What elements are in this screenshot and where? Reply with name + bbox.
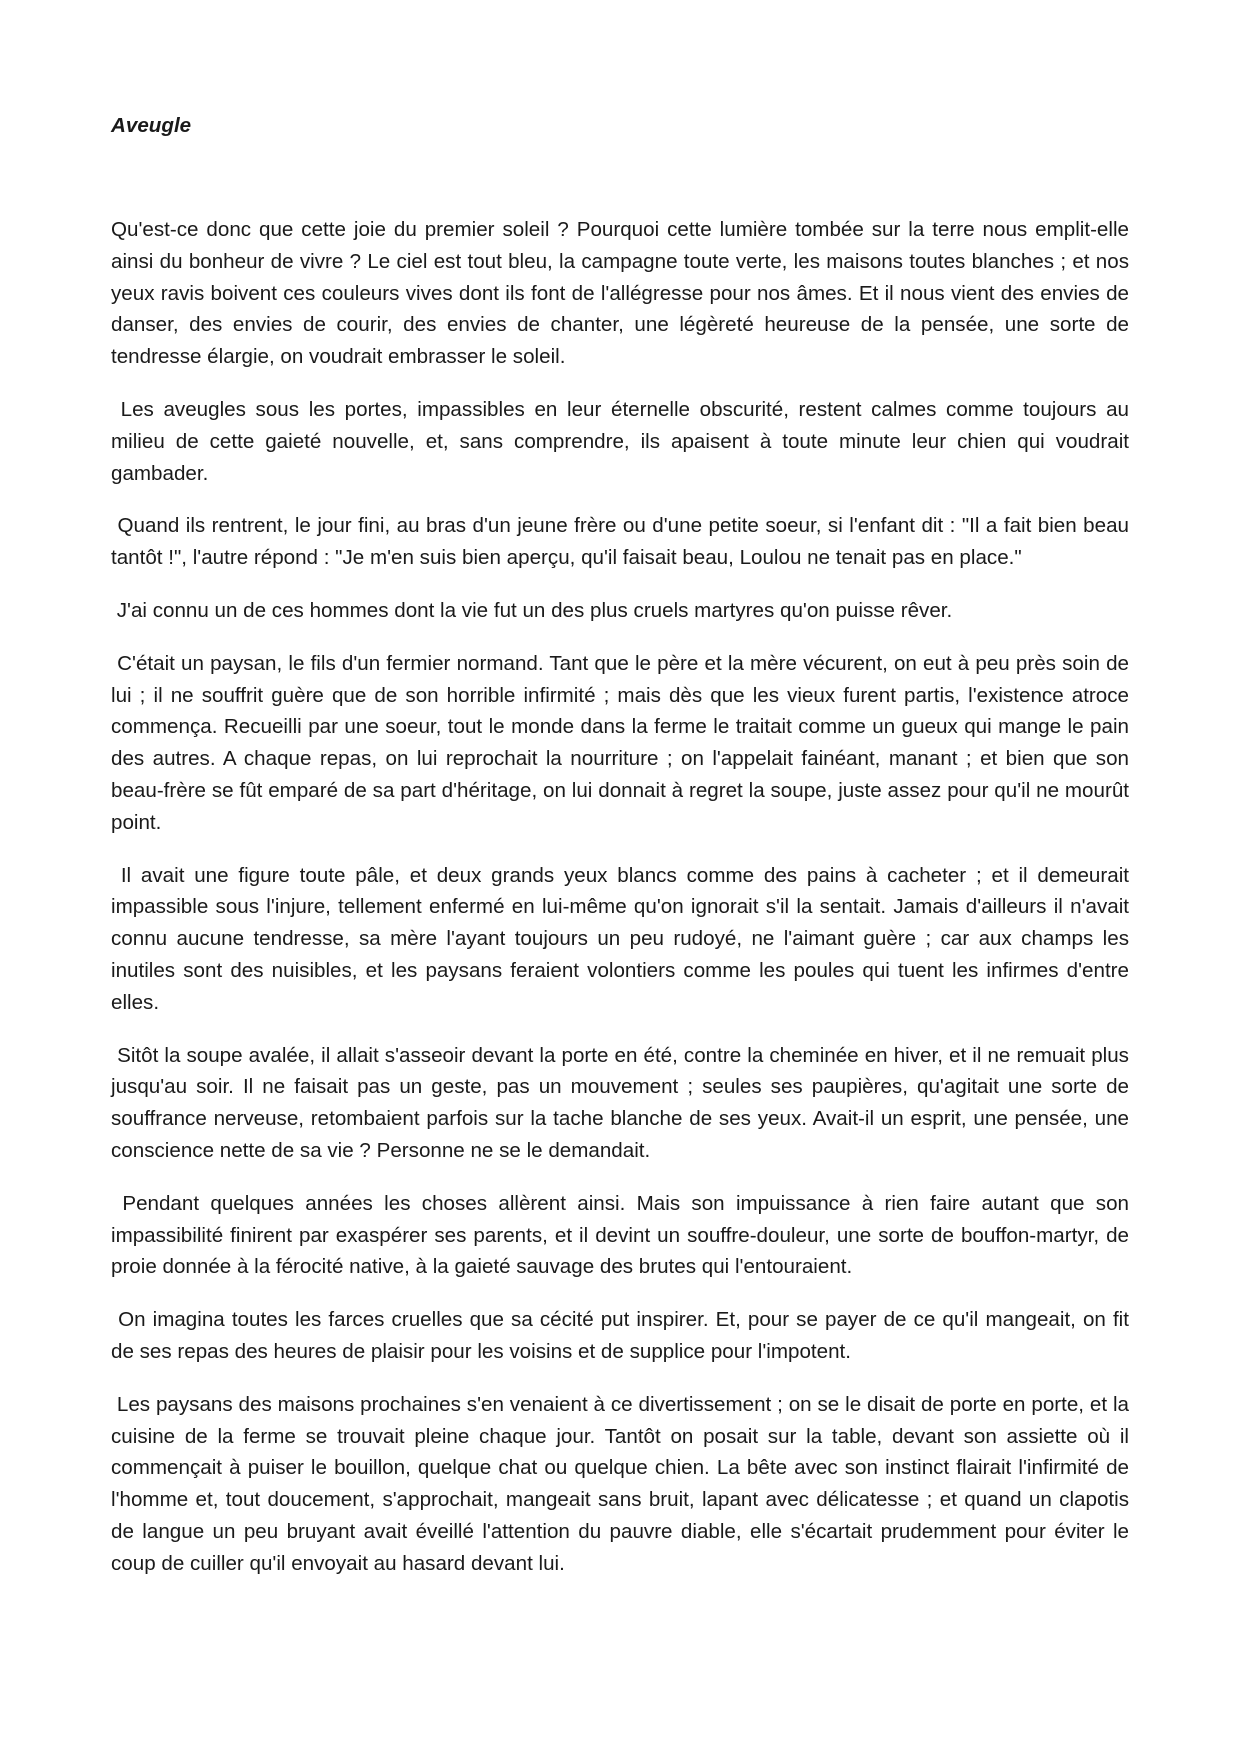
paragraph: Sitôt la soupe avalée, il allait s'asseoir devant la porte en été, contre la cheminée en hiver, et il ne remuait plus jusqu'au soir. Il ne faisait pas un geste, pas un mouvement ; seules ses paupières, qu'agitait une sorte de souffrance nerveuse, retombaient parfois sur la tache blanche de ses yeux. Avait-il un esprit, une pensée, une conscience nette de sa vie ? Personne ne se le demandait. [111,1043,1129,1162]
document-page [111,110,1129,1600]
document-title: Aveugle [111,114,192,137]
paragraph: On imagina toutes les farces cruelles que sa cécité put inspirer. Et, pour se payer de ce qu'il mangeait, on fit de ses repas des heures de plaisir pour les voisins et de supplice pour l'impotent. [111,1308,1129,1363]
paragraph: Pendant quelques années les choses allèrent ainsi. Mais son impuissance à rien faire autant que son impassibilité finirent par exaspérer ses parents, et il devint un souffre-douleur, une sorte de bouffon-martyr, de proie donnée à la férocité native, à la gaieté sauvage des brutes qui l'entouraient. [111,1191,1129,1279]
paragraph: Il avait une figure toute pâle, et deux grands yeux blancs comme des pains à cacheter ; et il demeurait impassible sous l'injure, tellement enfermé en lui-même qu'on ignorait s'il la sentait. Jamais d'ailleurs il n'avait connu aucune tendresse, sa mère l'ayant toujours un peu rudoyé, ne l'aimant guère ; car aux champs les inutiles sont des nuisibles, et les paysans feraient volontiers comme les poules qui tuent les infirmes d'entre elles. [111,863,1129,1014]
paragraph: J'ai connu un de ces hommes dont la vie fut un des plus cruels martyres qu'on puisse rêver. [116,598,953,622]
paragraph: C'était un paysan, le fils d'un fermier normand. Tant que le père et la mère vécurent, on eut à peu près soin de lui ; il ne souffrit guère que de son horrible infirmité ; mais dès que les vieux furent partis, l'existence atroce commença. Recueilli par une soeur, tout le monde dans la ferme le traitait comme un gueux qui mange le pain des autres. A chaque repas, on lui reprochait la nourriture ; on l'appelait fainéant, manant ; et bien que son beau-frère se fût emparé de sa part d'héritage, on lui donnait à regret la soupe, juste assez pour qu'il ne mourût point. [111,651,1129,834]
paragraph: Les aveugles sous les portes, impassibles en leur éternelle obscurité, restent calmes comme toujours au milieu de cette gaieté nouvelle, et, sans comprendre, ils apaisent à toute minute leur chien qui voudrait gambader. [111,397,1129,485]
paragraph: Les paysans des maisons prochaines s'en venaient à ce divertissement ; on se le disait de porte en porte, et la cuisine de la ferme se trouvait pleine chaque jour. Tantôt on posait sur la table, devant son assiette où il commençait à puiser le bouillon, quelque chat ou quelque chien. La bête avec son instinct flairait l'infirmité de l'homme et, tout doucement, s'approchait, mangeait sans bruit, lapant avec délicatesse ; et quand un clapotis de langue un peu bruyant avait éveillé l'attention du pauvre diable, elle s'écartait prudemment pour éviter le coup de cuiller qu'il envoyait au hasard devant lui. [111,1392,1129,1575]
paragraph: Qu'est-ce donc que cette joie du premier soleil ? Pourquoi cette lumière tombée sur la terre nous emplit-elle ainsi du bonheur de vivre ? Le ciel est tout bleu, la campagne toute verte, les maisons toutes blanches ; et nos yeux ravis boivent ces couleurs vives dont ils font de l'allégresse pour nos âmes. Et il nous vient des envies de danser, des envies de courir, des envies de chanter, une légèreté heureuse de la pensée, une sorte de tendresse élargie, on voudrait embrasser le soleil. [111,218,1129,369]
paragraph: Quand ils rentrent, le jour fini, au bras d'un jeune frère ou d'une petite soeur, si l'enfant dit : "Il a fait bien beau tantôt !", l'autre répond : "Je m'en suis bien aperçu, qu'il faisait beau, Loulou ne tenait pas en place." [111,514,1129,570]
